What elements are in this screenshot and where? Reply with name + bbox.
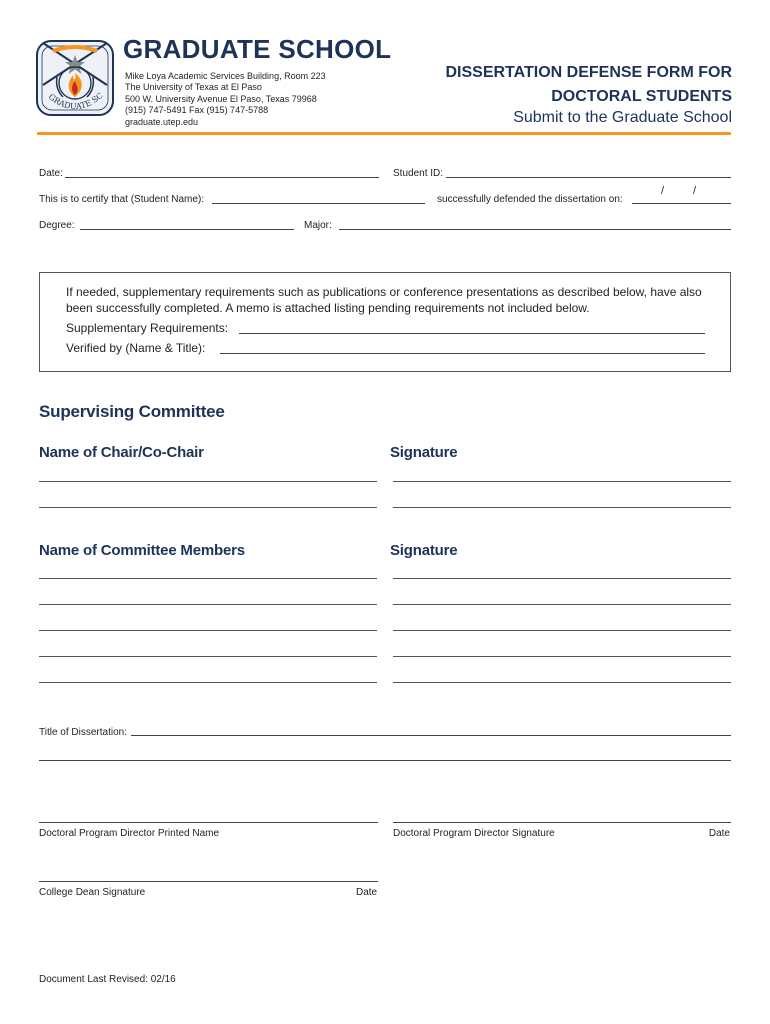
major-label: Major: — [304, 220, 332, 231]
address-line: (915) 747-5491 Fax (915) 747-5788 — [125, 105, 269, 116]
member-name-line[interactable] — [39, 656, 377, 657]
defense-date-field[interactable] — [632, 203, 731, 204]
university-seal — [33, 37, 117, 125]
address-block — [125, 71, 326, 128]
student-id-field[interactable] — [446, 177, 731, 178]
certify-label: This is to certify that (Student Name): — [39, 194, 205, 205]
svg-text:GRADUATE SCHOOL: GRADUATE SC — [46, 91, 105, 112]
cochair-name-line[interactable] — [39, 507, 377, 508]
defended-label: successfully defended the dissertation on: — [437, 194, 623, 205]
chair-heading: Name of Chair/Co-Chair — [39, 444, 204, 461]
degree-label: Degree: — [39, 220, 75, 231]
dissertation-title-label: Title of Dissertation: — [39, 727, 127, 738]
form-title-line1: DISSERTATION DEFENSE FORM FOR — [445, 64, 732, 81]
student-id-label: Student ID: — [393, 168, 444, 179]
members-heading: Name of Committee Members — [39, 542, 245, 559]
member-name-line[interactable] — [39, 682, 377, 683]
date-label: Date: — [39, 168, 63, 179]
revision-note: Document Last Revised: 02/16 — [39, 974, 176, 985]
member-signature-line[interactable] — [393, 630, 731, 631]
dean-signature-line[interactable] — [39, 881, 378, 882]
dean-date-label: Date — [356, 887, 378, 898]
director-signature-label: Doctoral Program Director Signature — [393, 828, 555, 839]
form-title-line2: DOCTORAL STUDENTS — [551, 88, 732, 105]
dean-signature-label: College Dean Signature — [39, 887, 146, 898]
member-signature-line[interactable] — [393, 656, 731, 657]
cochair-signature-line[interactable] — [393, 507, 731, 508]
submit-note: Submit to the Graduate School — [513, 109, 732, 126]
date-slash: / — [693, 185, 697, 197]
member-signature-line[interactable] — [393, 578, 731, 579]
header-divider — [37, 132, 731, 135]
verified-by-field[interactable] — [220, 353, 705, 354]
member-name-line[interactable] — [39, 630, 377, 631]
chair-signature-line[interactable] — [393, 481, 731, 482]
member-signature-line[interactable] — [393, 604, 731, 605]
supervising-committee-heading: Supervising Committee — [39, 402, 225, 421]
address-line: The University of Texas at El Paso — [125, 82, 262, 93]
dissertation-title-field[interactable] — [131, 735, 731, 736]
director-name-label: Doctoral Program Director Printed Name — [39, 828, 220, 839]
chair-signature-heading: Signature — [390, 444, 458, 461]
supplementary-requirements-label: Supplementary Requirements: — [66, 321, 229, 335]
member-name-line[interactable] — [39, 578, 377, 579]
members-signature-heading: Signature — [390, 542, 458, 559]
student-name-field[interactable] — [212, 203, 425, 204]
address-line: Mike Loya Academic Services Building, Room 223 — [125, 71, 326, 81]
director-name-line[interactable] — [39, 822, 378, 823]
degree-field[interactable] — [80, 229, 294, 230]
date-field[interactable] — [65, 177, 379, 178]
supplementary-requirements-field[interactable] — [239, 333, 705, 334]
website-link[interactable]: graduate.utep.edu — [125, 116, 199, 127]
member-signature-line[interactable] — [393, 682, 731, 683]
school-title: GRADUATE SCHOOL — [123, 34, 392, 64]
supplementary-paragraph: If needed, supplementary requirements such as publications or conference presentations as described below, have also been successfully completed. A memo is attached listing pending requirements not included below. — [66, 285, 702, 315]
major-field[interactable] — [339, 229, 731, 230]
director-date-label: Date — [708, 828, 730, 839]
supplementary-box — [39, 272, 731, 372]
address-line: 500 W. University Avenue El Paso, Texas 79968 — [125, 93, 317, 104]
verified-by-label: Verified by (Name & Title): — [66, 341, 206, 355]
member-name-line[interactable] — [39, 604, 377, 605]
chair-name-line[interactable] — [39, 481, 377, 482]
dissertation-title-field-2[interactable] — [39, 760, 731, 761]
date-slash: / — [661, 185, 665, 197]
director-signature-line[interactable] — [393, 822, 731, 823]
